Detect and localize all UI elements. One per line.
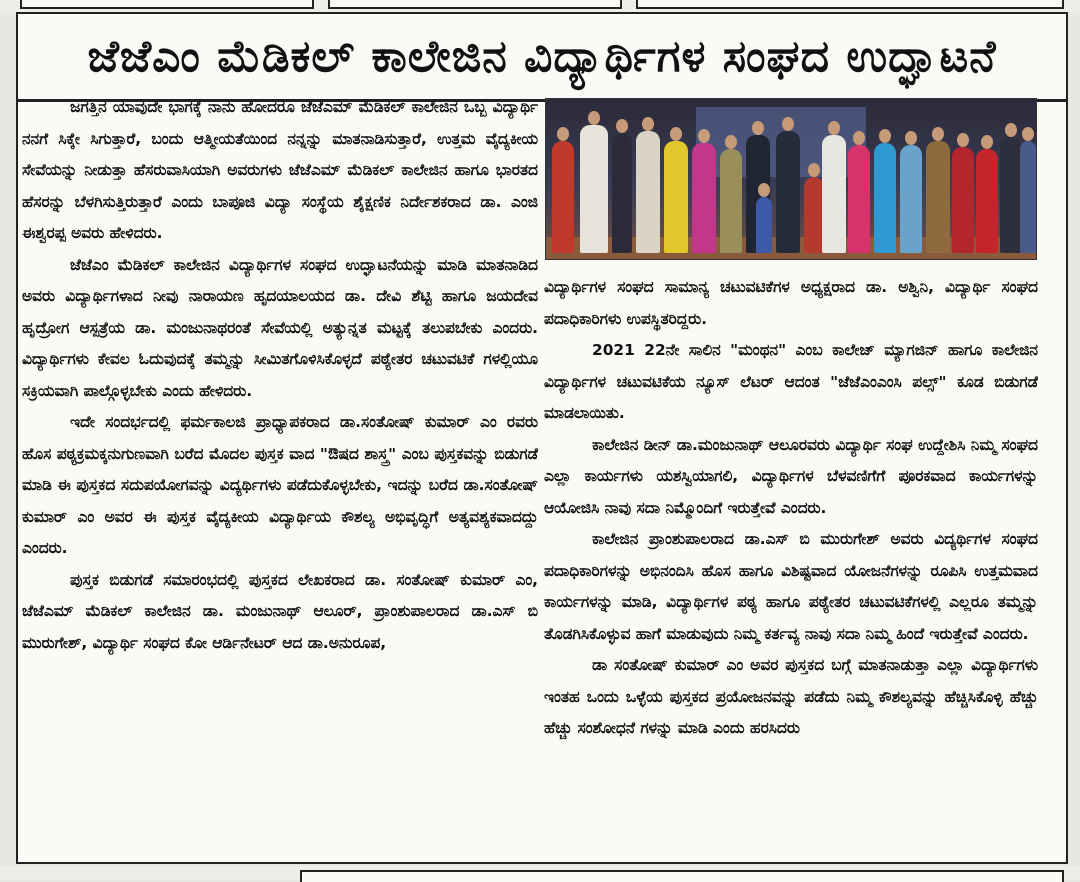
person-figure [900, 145, 922, 253]
person-figure [756, 197, 772, 253]
article-paragraph: ಡಾ ಸಂತೋಷ್ ಕುಮಾರ್ ಎಂ ಅವರ ಪುಸ್ತಕದ ಬಗ್ಗೆ ಮಾತನಾಡುತ್ತಾ ಎಲ್ಲಾ ವಿದ್ಯಾರ್ಥಿಗಳು ಇಂತಹ ಒಂದು ಒಳ್ಳೆಯ ಪುಸ್ತಕದ ಪ್ರಯೋಜನವನ್ನು ಪಡೆದು ನಿಮ್ಮ ಕೌಶಲ್ಯವನ್ನು ಹೆಚ್ಚಿಸಿಕೊಳ್ಳಿ ಹೆಚ್ಚು ಹೆಚ್ಚು ಸಂಶೋಧನೆ ಗಳನ್ನು ಮಾಡಿ ಎಂದು ಹರಸಿದರು [544, 656, 1038, 737]
person-figure [848, 145, 870, 253]
article-paragraph: ಪುಸ್ತಕ ಬಿಡುಗಡೆ ಸಮಾರಂಭದಲ್ಲಿ ಪುಸ್ತಕದ ಲೇಖಕರಾದ ಡಾ. ಸಂತೋಷ್ ಕುಮಾರ್ ಎಂ, ಜೆಜೆಎಮ್ ಮೆಡಿಕಲ್ ಕಾಲೇಜಿನ ಡಾ. ಮಂಜುನಾಥ್ ಆಲೂರ್, ಪ್ರಾಂಶುಪಾಲರಾದ ಡಾ.ಎಸ್ ಬಿ ಮುರುಗೇಶ್, ವಿದ್ಯಾರ್ಥಿ ಸಂಘದ ಕೋ ಆರ್ಡಿನೇಟರ್ ಆದ ಡಾ.ಅನುರೂಪ, [22, 570, 538, 652]
person-figure [552, 141, 574, 253]
person-figure [822, 135, 846, 253]
article-column-right [544, 272, 1038, 842]
article-paragraph: ಕಾಲೇಜಿನ ಪ್ರಾಂಶುಪಾಲರಾದ ಡಾ.ಎಸ್ ಬಿ ಮುರುಗೇಶ್ ಅವರು ವಿದ್ಯರ್ಥಿಗಳ ಸಂಘದ ಪದಾಧಿಕಾರಿಗಳನ್ನು ಅಭಿನಂದಿಸಿ ಹೊಸ ಹಾಗೂ ವಿಶಿಷ್ಟವಾದ ಯೋಜನೆಗಳನ್ನು ರೂಪಿಸಿ ಉತ್ತಮವಾದ ಕಾರ್ಯಗಳನ್ನು ಮಾಡಿ, ವಿದ್ಯಾರ್ಥಿಗಳ ಪಠ್ಯ ಹಾಗೂ ಪಠ್ಯೇತರ ಚಟುವಟಿಕೆಗಳಲ್ಲಿ ಎಲ್ಲರೂ ತಮ್ಮನ್ನು ತೊಡಗಿಸಿಕೊಳ್ಳುವ ಹಾಗೆ ಮಾಡುವುದು ನಿಮ್ಮ ಕರ್ತವ್ಯ ನಾವು ಸದಾ ನಿಮ್ಮ ಹಿಂದೆ ಇರುತ್ತೇವೆ ಎಂದರು. [544, 530, 1038, 643]
adjacent-articles-bottom-edge [0, 866, 1080, 880]
person-figure [612, 133, 632, 253]
adjacent-article-box [328, 0, 622, 9]
person-figure [720, 149, 742, 253]
article-paragraph: ವಿದ್ಯಾರ್ಥಿಗಳ ಸಂಘದ ಸಾಮಾನ್ಯ ಚಟುವಟಿಕೆಗಳ ಅಧ್ಯಕ್ಷರಾದ ಡಾ. ಅಶ್ವಿನಿ, ವಿದ್ಯಾರ್ಥಿ ಸಂಘದ ಪದಾಧಿಕಾರಿಗಳು ಉಪಸ್ಥಿತರಿದ್ದರು. [544, 278, 1038, 328]
person-figure [580, 125, 608, 253]
adjacent-article-box [300, 870, 1064, 882]
article-headline: ಜೆಜೆಎಂ ಮೆಡಿಕಲ್ ಕಾಲೇಜಿನ ವಿದ್ಯಾರ್ಥಿಗಳ ಸಂಘದ ಉದ್ಘಾಟನೆ [18, 14, 1066, 102]
event-group-photo [545, 98, 1037, 260]
person-figure [636, 131, 660, 253]
person-figure [1000, 137, 1022, 253]
adjacent-article-box [636, 0, 1064, 9]
person-figure [976, 149, 998, 253]
person-figure [692, 143, 716, 253]
adjacent-article-box [20, 0, 314, 9]
person-figure [804, 177, 824, 253]
person-figure [874, 143, 896, 253]
article-paragraph: ಜೆಜೆಎಂ ಮೆಡಿಕಲ್ ಕಾಲೇಜಿನ ವಿದ್ಯಾರ್ಥಿಗಳ ಸಂಘದ ಉದ್ಘಾಟನೆಯನ್ನು ಮಾಡಿ ಮಾತನಾಡಿದ ಅವರು ವಿದ್ಯಾರ್ಥಿಗಳಾದ ನೀವು ನಾರಾಯಣ ಹೃದಯಾಲಯದ ಡಾ. ದೇವಿ ಶೆಟ್ಟಿ ಹಾಗೂ ಜಯದೇವ ಹೃದ್ರೋಗ ಆಸ್ಪತ್ರೆಯ ಡಾ. ಮಂಜುನಾಥರಂತೆ ಸೇವೆಯಲ್ಲಿ ಅತ್ಯುನ್ನತ ಮಟ್ಟಕ್ಕೆ ತಲುಪಬೇಕು ಎಂದರು. ವಿದ್ಯಾರ್ಥಿಗಳು ಕೇವಲ ಓದುವುದಕ್ಕೆ ತಮ್ಮನ್ನು ಸೀಮಿತಗೊಳಿಸಿಕೊಳ್ಳದೆ ಪಠ್ಯೇತರ ಚಟುವಟಿಕೆ ಗಳಲ್ಲಿಯೂ ಸಕ್ರಿಯವಾಗಿ ಪಾಲ್ಗೊಳ್ಳಬೇಕು ಎಂದು ಹೇಳಿದರು. [22, 255, 538, 400]
person-figure [664, 141, 688, 253]
person-figure [1020, 141, 1036, 253]
person-figure [952, 147, 974, 253]
article-paragraph: ಜಗತ್ತಿನ ಯಾವುದೇ ಭಾಗಕ್ಕೆ ನಾನು ಹೋದರೂ ಜೆಜೆಎಮ್ ಮೆಡಿಕಲ್ ಕಾಲೇಜಿನ ಒಬ್ಬ ವಿದ್ಯಾರ್ಥಿ ನನಗೆ ಸಿಕ್ಕೇ ಸಿಗುತ್ತಾರೆ, ಬಂದು ಆತ್ಮೀಯತೆಯಿಂದ ನನ್ನನ್ನು ಮಾತನಾಡಿಸುತ್ತಾರೆ, ಉತ್ತಮ ವೈದ್ಯಕೀಯ ಸೇವೆಯನ್ನು ನೀಡುತ್ತಾ ಹೆಸರುವಾಸಿಯಾಗಿ ಅವರುಗಳು ಜೆಜೆಎಮ್ ಮೆಡಿಕಲ್ ಕಾಲೇಜಿನ ಹಾಗೂ ಭಾರತದ ಹೆಸರನ್ನು ಬೆಳಗಿಸುತ್ತಿರುತ್ತಾರೆ ಎಂದು ಬಾಪೂಜಿ ವಿದ್ಯಾ ಸಂಸ್ಥೆಯ ಶೈಕ್ಷಣಿಕ ನಿರ್ದೇಶಕರಾದ ಡಾ. ಎಂಜಿ ಈಶ್ವರಪ್ಪ ಅವರು ಹೇಳಿದರು. [22, 98, 538, 242]
person-figure [926, 141, 950, 253]
article-column-left [22, 92, 538, 842]
person-figure [776, 131, 800, 253]
adjacent-articles-top-edge [0, 0, 1080, 12]
article-paragraph: ಕಾಲೇಜಿನ ಡೀನ್ ಡಾ.ಮಂಜುನಾಥ್ ಆಲೂರವರು ವಿದ್ಯಾರ್ಥಿ ಸಂಘ ಉದ್ದೇಶಿಸಿ ನಿಮ್ಮ ಸಂಘದ ಎಲ್ಲಾ ಕಾರ್ಯಗಳು ಯಶಸ್ವಿಯಾಗಲಿ, ವಿದ್ಯಾರ್ಥಿಗಳ ಬೆಳವಣಿಗೆಗೆ ಪೂರಕವಾದ ಕಾರ್ಯಗಳನ್ನು ಆಯೋಜಿಸಿ ನಾವು ಸದಾ ನಿಮ್ಮೊಂದಿಗೆ ಇರುತ್ತೇವೆ ಎಂದರು. [544, 435, 1038, 517]
article-paragraph: ಇದೇ ಸಂದರ್ಭದಲ್ಲಿ ಫರ್ಮಕಾಲಜಿ ಪ್ರಾಧ್ಯಾಪಕರಾದ ಡಾ.ಸಂತೋಷ್ ಕುಮಾರ್ ಎಂ ರವರು ಹೊಸ ಪಠ್ಯಕ್ರಮಕ್ಕನುಗುಣವಾಗಿ ಬರೆದ ಮೊದಲ ಪುಸ್ತಕ ವಾದ "ಔಷದ ಶಾಸ್ತ್ರ" ಎಂಬ ಪುಸ್ತಕವನ್ನು ಬಿಡುಗಡೆ ಮಾಡಿ ಈ ಪುಸ್ತಕದ ಸದುಪಯೋಗವನ್ನು ವಿದ್ಯರ್ಥಿಗಳು ಪಡೆದುಕೊಳ್ಳಬೇಕು, ಇದನ್ನು ಬರೆದ ಡಾ.ಸಂತೋಷ್ ಕುಮಾರ್ ಎಂ ಅವರ ಈ ಪುಸ್ತಕ ವೈದ್ಯಕೀಯ ವಿದ್ಯಾರ್ಥಿಯ ಕೌಶಲ್ಯ ಅಭಿವೃದ್ಧಿಗೆ ಅತ್ಯವಶ್ಯಕವಾದದ್ದು ಎಂದರು. [22, 413, 538, 557]
article-paragraph: 2021 22ನೇ ಸಾಲಿನ "ಮಂಥನ" ಎಂಬ ಕಾಲೇಜ್ ಮ್ಯಾಗಜಿನ್ ಹಾಗೂ ಕಾಲೇಜಿನ ವಿದ್ಯಾರ್ಥಿಗಳ ಚಟುವಟಿಕೆಯ ನ್ಯೂಸ್ ಲೆಟರ್ ಆದಂತ "ಜೆಜೆಎಂಎಂಸಿ ಪಲ್ಸ್" ಕೂಡ ಬಿಡುಗಡೆ ಮಾಡಲಾಯಿತು. [544, 341, 1038, 422]
